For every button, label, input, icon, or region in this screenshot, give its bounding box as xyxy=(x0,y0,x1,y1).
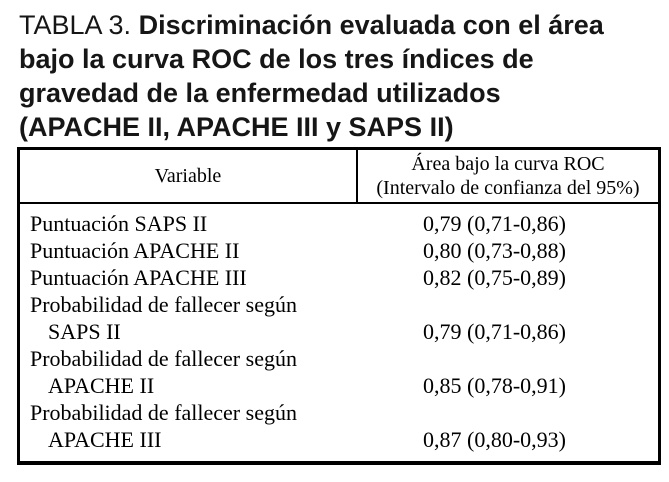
variable-cell: Probabilidad de fallecer según xyxy=(30,400,297,425)
table-header-row xyxy=(20,150,658,204)
value-cell: 0,87 (0,80-0,93) xyxy=(423,427,566,452)
column-header-auc xyxy=(358,150,658,202)
variable-cell: APACHE II xyxy=(48,373,155,398)
table-row xyxy=(20,210,658,237)
variable-cell: Puntuación APACHE II xyxy=(30,238,240,263)
value-cell: 0,85 (0,78-0,91) xyxy=(423,373,566,398)
table-number-label: TABLA 3. xyxy=(19,10,132,40)
caption-line-3: gravedad de la enfermedad utilizados xyxy=(19,78,501,108)
value-cell: 0,79 (0,71-0,86) xyxy=(423,319,566,344)
auc-header-line-1: Área bajo la curva ROC xyxy=(411,153,605,175)
value-cell: 0,80 (0,73-0,88) xyxy=(423,238,566,263)
table-row xyxy=(20,399,658,426)
variable-cell: SAPS II xyxy=(48,319,121,344)
caption-line-4: (APACHE II, APACHE III y SAPS II) xyxy=(19,112,454,142)
table-row xyxy=(20,318,658,345)
variable-cell: Probabilidad de fallecer según xyxy=(30,346,297,371)
table-row xyxy=(20,237,658,264)
variable-cell: Puntuación APACHE III xyxy=(30,265,247,290)
table-row xyxy=(20,372,658,399)
caption-line-2: bajo la curva ROC de los tres índices de xyxy=(19,44,534,74)
variable-cell: Probabilidad de fallecer según xyxy=(30,292,297,317)
column-header-variable xyxy=(20,150,358,202)
table-row xyxy=(20,345,658,372)
table-row xyxy=(20,291,658,318)
caption-line-1 xyxy=(19,8,664,42)
table-body xyxy=(20,204,658,461)
auc-header-line-2: (Intervalo de confianza del 95%) xyxy=(376,177,640,199)
table-row xyxy=(20,264,658,291)
table-row xyxy=(20,426,658,453)
table-caption xyxy=(19,8,664,144)
variable-cell: APACHE III xyxy=(48,427,162,452)
caption-line-1-text: Discriminación evaluada con el área xyxy=(138,10,604,40)
roc-table xyxy=(17,147,661,465)
value-cell: 0,79 (0,71-0,86) xyxy=(423,211,566,236)
value-cell: 0,82 (0,75-0,89) xyxy=(423,265,566,290)
variable-cell: Puntuación SAPS II xyxy=(30,211,208,236)
variable-header-label: Variable xyxy=(154,165,222,187)
